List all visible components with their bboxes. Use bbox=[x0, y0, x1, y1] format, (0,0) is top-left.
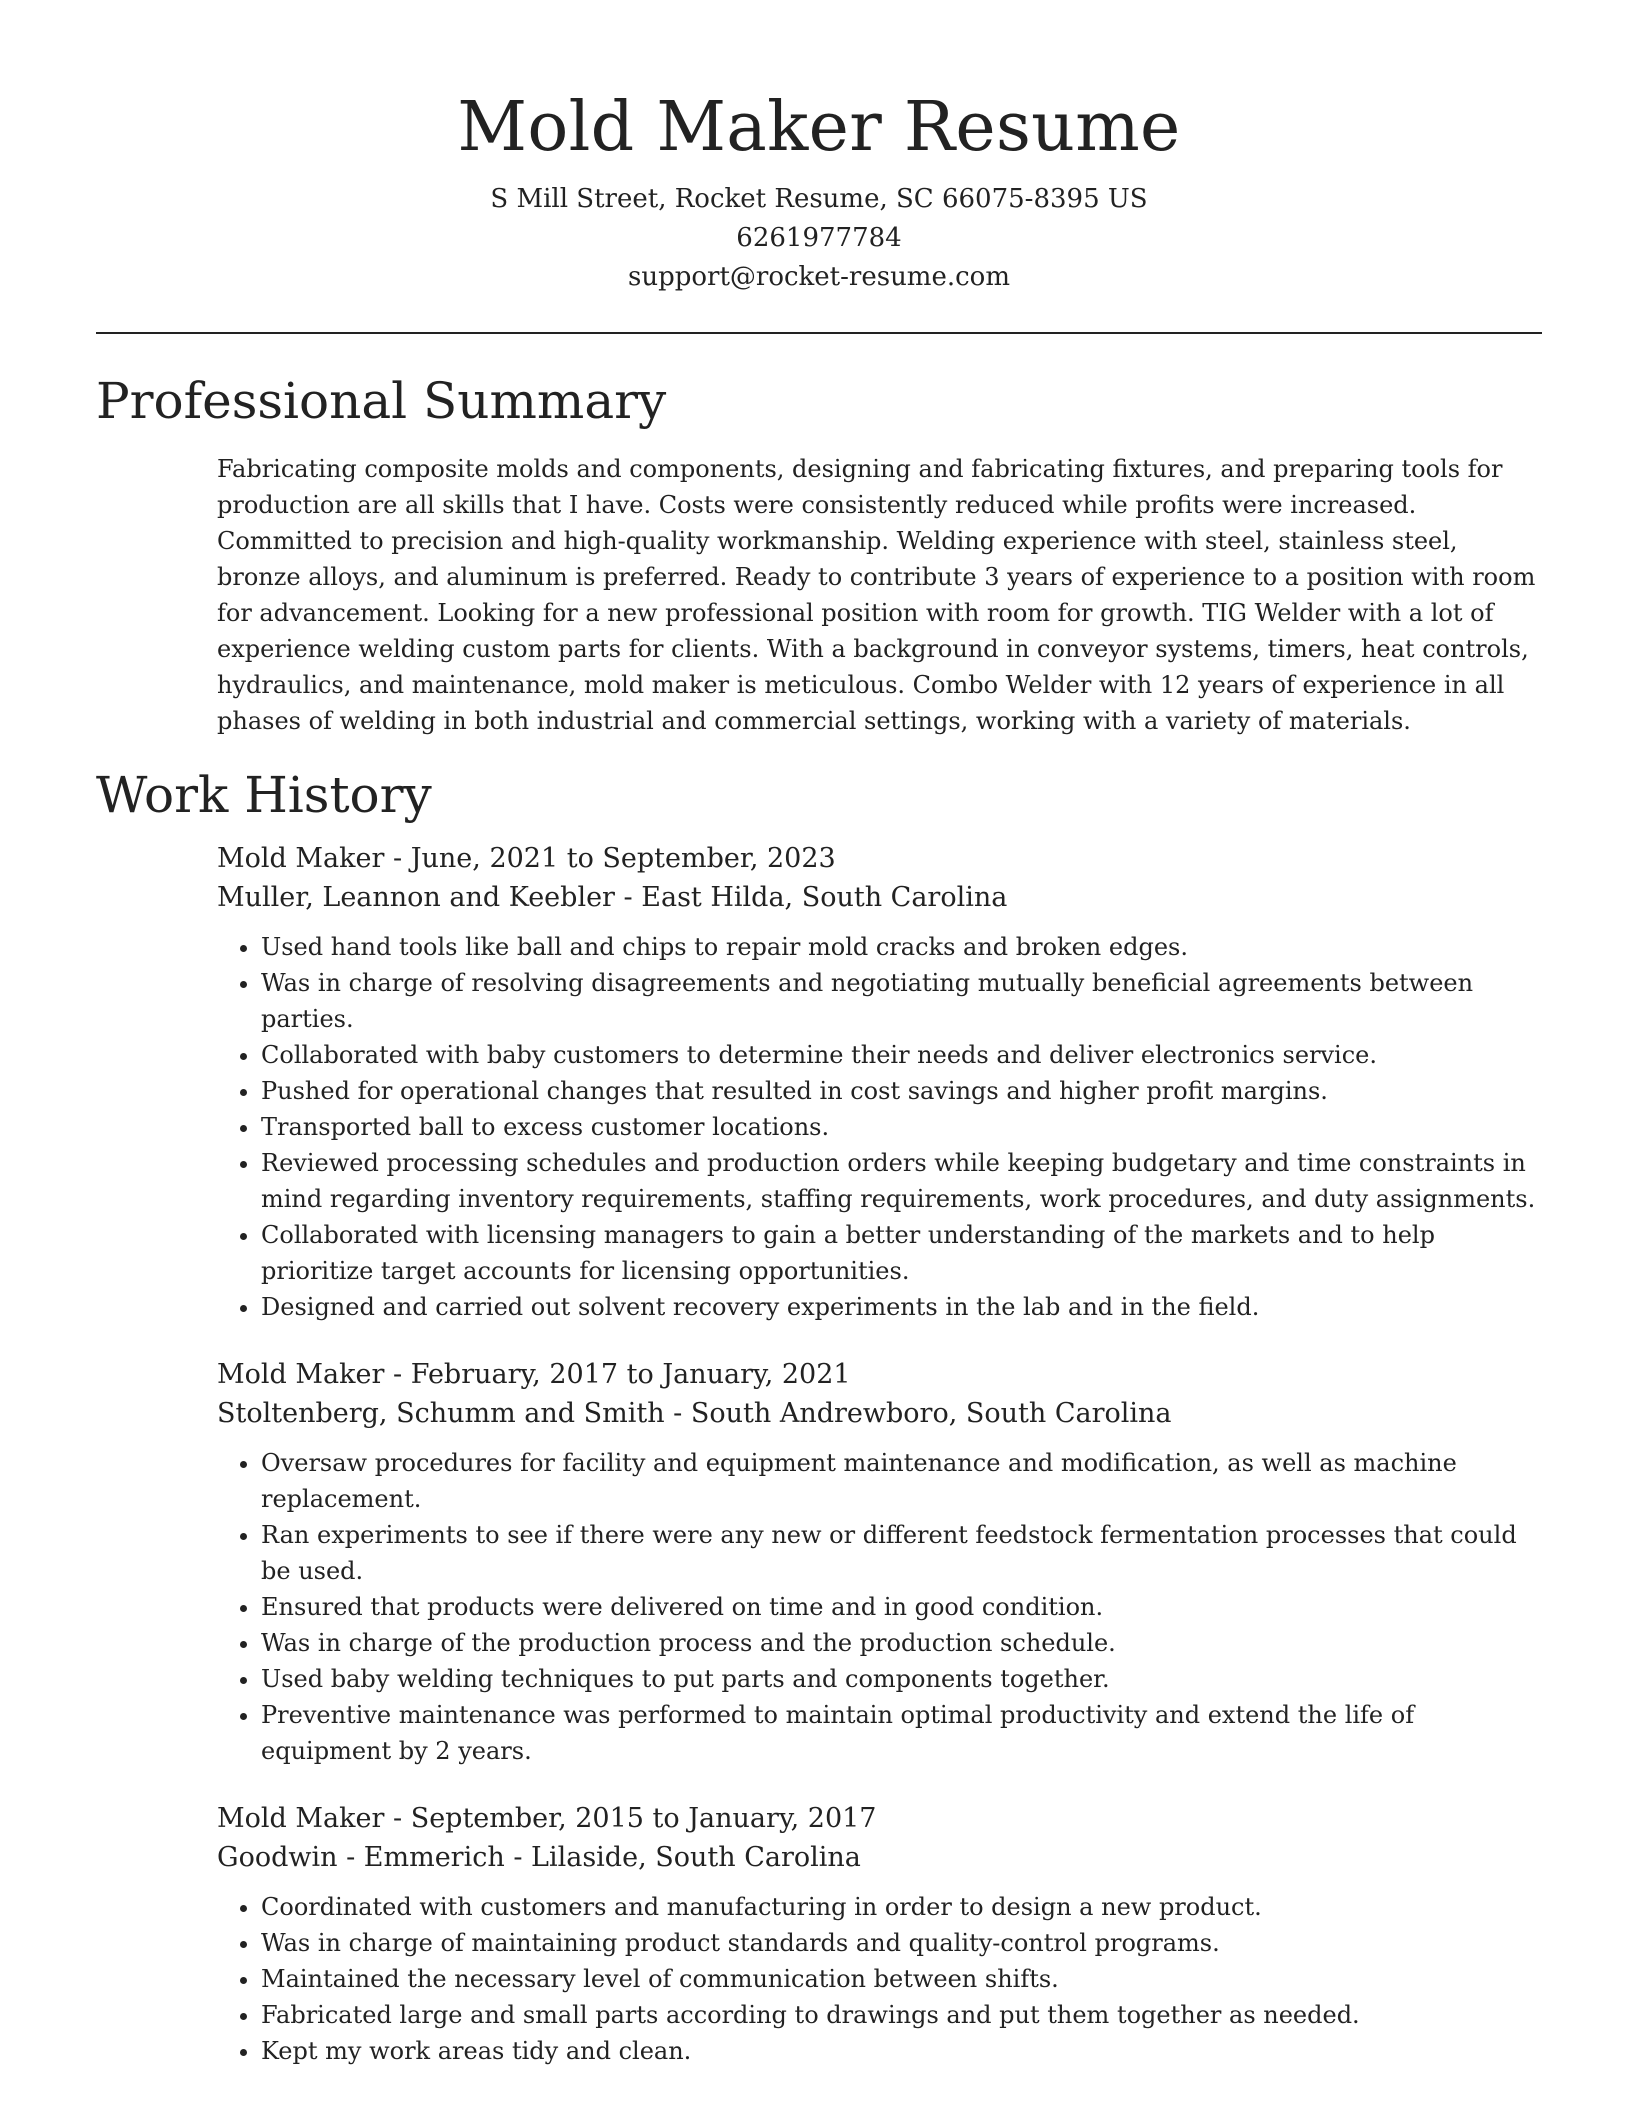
list-item: • Used hand tools like ball and chips to repair mold cracks and broken edges. bbox=[261, 929, 1542, 965]
list-item: • Oversaw procedures for facility and equipment maintenance and modification, as well as machine replacement. bbox=[261, 1445, 1542, 1517]
job-dates: - June, 2021 to September, 2023 bbox=[384, 843, 836, 874]
job-company-line bbox=[217, 1394, 1542, 1433]
company-location: - Lilaside, South Carolina bbox=[504, 1842, 861, 1873]
job-title-line bbox=[217, 1799, 1542, 1838]
summary-text: Fabricating composite molds and components, designing and fabricating fixtures, and preparing tools for production are all skills that I have. Costs were consistently reduced while profits were increased. Committed to precision and high-quality workmanship. Welding experience with steel, stainless steel, bronze alloys, and aluminum is preferred. Ready to contribute 3 years of experience to a position with room for advancement. Looking for a new professional position with room for growth. TIG Welder with a lot of experience welding custom parts for clients. With a background in conveyor systems, timers, heat controls, hydraulics, and maintenance, mold maker is meticulous. Combo Welder with 12 years of experience in all phases of welding in both industrial and commercial settings, working with a variety of materials. bbox=[217, 455, 1536, 735]
list-item: • Maintained the necessary level of communication between shifts. bbox=[261, 1961, 1542, 1997]
list-item: • Pushed for operational changes that resulted in cost savings and higher profit margins. bbox=[261, 1073, 1542, 1109]
job-title: Mold Maker bbox=[217, 843, 385, 874]
contact-email: support@rocket-resume.com bbox=[627, 262, 1010, 292]
contact-address: S Mill Street, Rocket Resume, SC 66075-8395 US bbox=[490, 184, 1148, 214]
list-item: • Fabricated large and small parts according to drawings and put them together as needed. bbox=[261, 1997, 1542, 2033]
company-name: Stoltenberg, Schumm and Smith bbox=[217, 1398, 665, 1429]
job-title: Mold Maker bbox=[217, 1359, 385, 1390]
list-item: • Ensured that products were delivered on time and in good condition. bbox=[261, 1589, 1542, 1625]
list-item: • Was in charge of resolving disagreements and negotiating mutually beneficial agreements between parties. bbox=[261, 965, 1542, 1037]
job-dates: - September, 2015 to January, 2017 bbox=[384, 1803, 877, 1834]
summary-heading: Professional Summary bbox=[96, 372, 667, 430]
job-bullets bbox=[217, 929, 1542, 1325]
list-item: • Collaborated with baby customers to determine their needs and deliver electronics service. bbox=[261, 1037, 1542, 1073]
contact-phone: 6261977784 bbox=[736, 223, 902, 253]
list-item: • Used baby welding techniques to put parts and components together. bbox=[261, 1661, 1542, 1697]
list-item: • Reviewed processing schedules and production orders while keeping budgetary and time constraints in mind regarding inventory requirements, staffing requirements, work procedures, and duty assignments. bbox=[261, 1145, 1542, 1217]
job-title-line bbox=[217, 839, 1542, 878]
list-item: • Designed and carried out solvent recovery experiments in the lab and in the field. bbox=[261, 1289, 1542, 1325]
job-bullets bbox=[217, 1445, 1542, 1769]
list-item: • Ran experiments to see if there were any new or different feedstock fermentation processes that could be used. bbox=[261, 1517, 1542, 1589]
job-entry bbox=[217, 1355, 1542, 1769]
job-title: Mold Maker bbox=[217, 1803, 385, 1834]
resume-page bbox=[96, 0, 1542, 2069]
list-item: • Kept my work areas tidy and clean. bbox=[261, 2033, 1542, 2069]
header-divider bbox=[96, 332, 1542, 334]
job-dates: - February, 2017 to January, 2021 bbox=[384, 1359, 851, 1390]
company-name: Muller, Leannon and Keebler bbox=[217, 882, 615, 913]
job-title-line bbox=[217, 1355, 1542, 1394]
job-company-line bbox=[217, 878, 1542, 917]
contact-block bbox=[96, 180, 1542, 297]
list-item: • Was in charge of the production process and the production schedule. bbox=[261, 1625, 1542, 1661]
job-bullets bbox=[217, 1889, 1542, 2069]
list-item: • Was in charge of maintaining product standards and quality-control programs. bbox=[261, 1925, 1542, 1961]
job-company-line bbox=[217, 1838, 1542, 1877]
list-item: • Preventive maintenance was performed to maintain optimal productivity and extend the life of equipment by 2 years. bbox=[261, 1697, 1542, 1769]
list-item: • Coordinated with customers and manufacturing in order to design a new product. bbox=[261, 1889, 1542, 1925]
resume-title: Mold Maker Resume bbox=[457, 88, 1181, 167]
company-location: - South Andrewboro, South Carolina bbox=[664, 1398, 1172, 1429]
job-entry bbox=[217, 839, 1542, 1325]
list-item: • Collaborated with licensing managers to gain a better understanding of the markets and to help prioritize target accounts for licensing opportunities. bbox=[261, 1217, 1542, 1289]
work-history-heading: Work History bbox=[96, 766, 432, 824]
list-item: • Transported ball to excess customer locations. bbox=[261, 1109, 1542, 1145]
company-name: Goodwin - Emmerich bbox=[217, 1842, 505, 1873]
company-location: - East Hilda, South Carolina bbox=[614, 882, 1008, 913]
job-entry bbox=[217, 1799, 1542, 2069]
